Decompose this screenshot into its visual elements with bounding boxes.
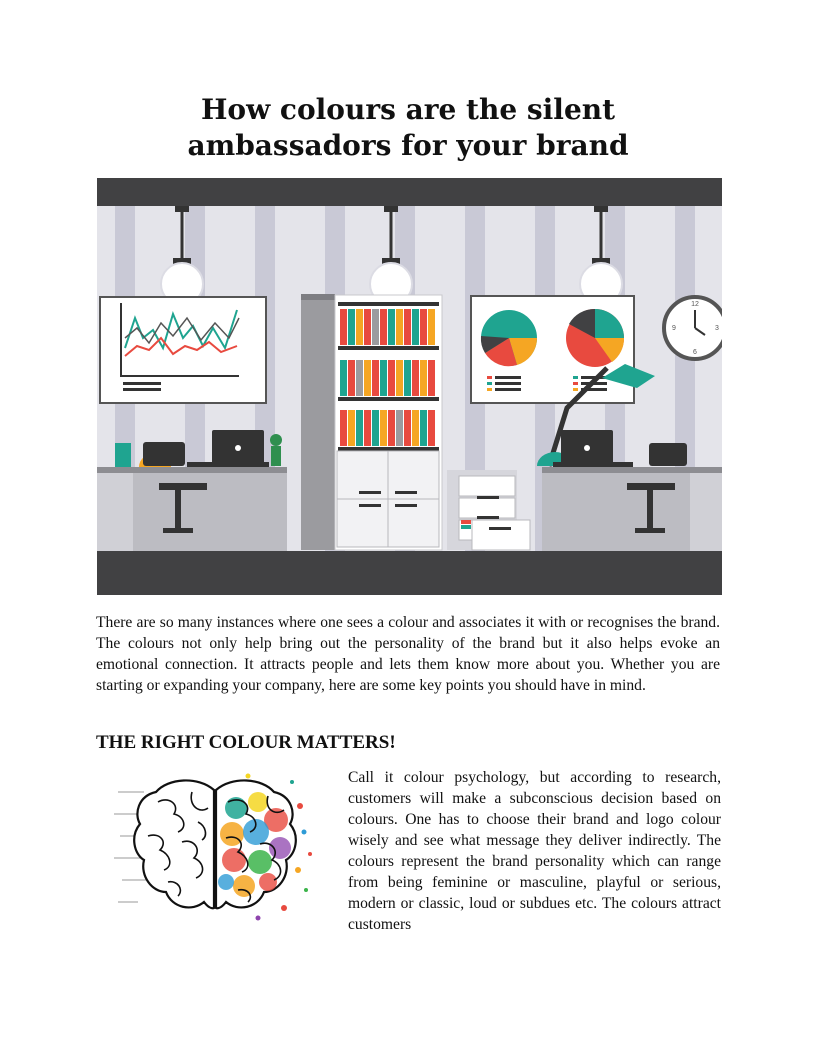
intro-paragraph: There are so many instances where one sees a colour and associates it with or recognises the brand. The colours not only help bring out the personality of the brand but it also helps evoke an emotional connection. It attracts people and lets them know more about you. Whether you are starting or expanding your company, here are some key points you should have in mind. — [96, 614, 720, 694]
office-illustration — [97, 178, 722, 595]
section-heading: THE RIGHT COLOUR MATTERS! — [96, 732, 396, 753]
page-title: How colours are the silent ambassadors for your brand — [187, 93, 629, 162]
clock-number-3: 3 — [715, 325, 719, 332]
clock-number-12: 12 — [691, 301, 699, 308]
section-paragraph: Call it colour psychology, but according to research, customers will make a subconscious decision based on colours. One has to choose their brand and logo colour wisely and see what message they deliver indirectly. The colours represent the brand personality which can range from being feminine or masculine, playful or serious, modern or classic, loud or subdues etc. The colours attract customers — [348, 769, 721, 933]
clock-number-9: 9 — [672, 325, 676, 332]
brain-icon — [108, 762, 320, 938]
clock-number-6: 6 — [693, 349, 697, 356]
